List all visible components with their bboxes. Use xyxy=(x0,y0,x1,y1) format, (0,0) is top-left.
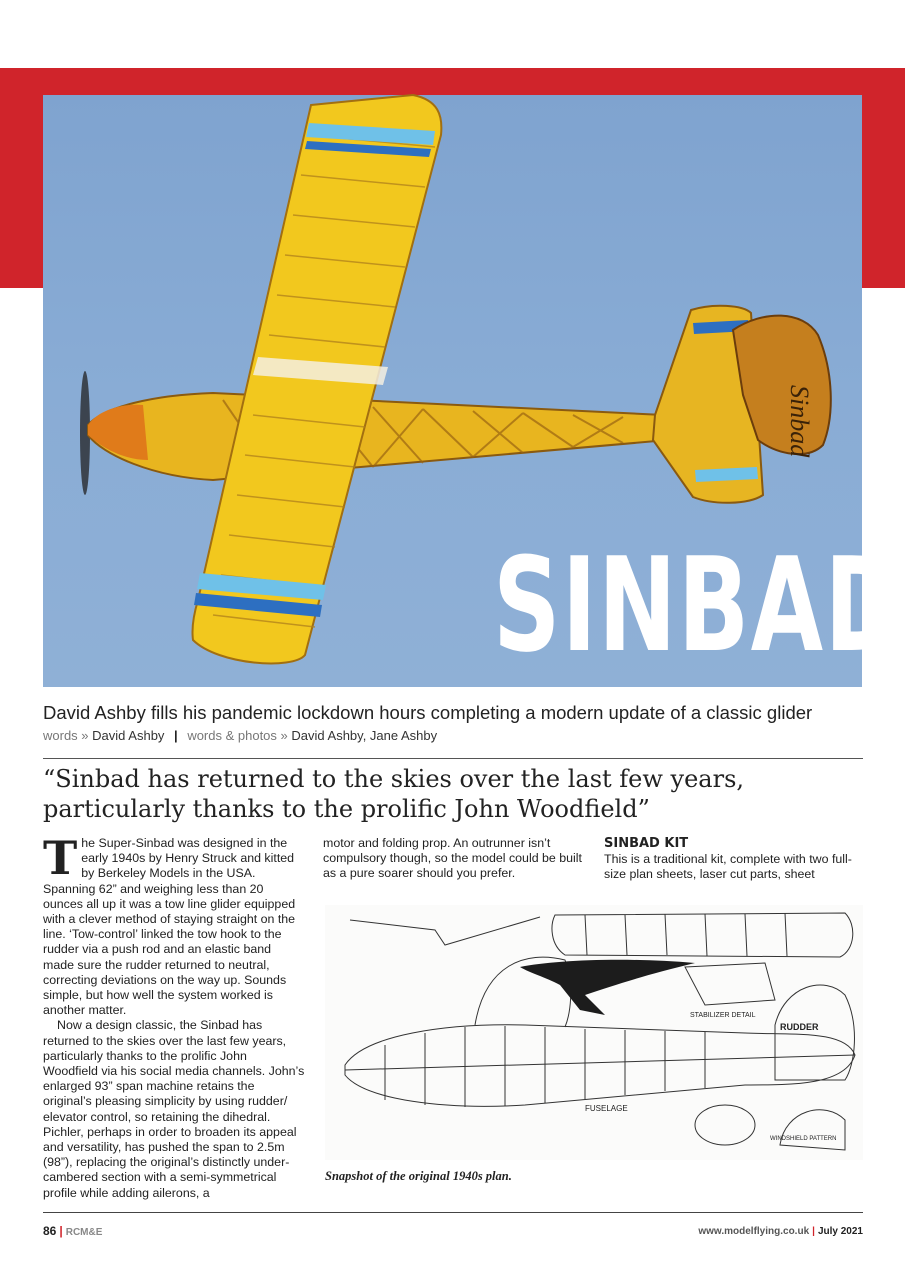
standfirst: David Ashby fills his pandemic lockdown hours completing a modern update of a classic glider xyxy=(43,702,813,723)
paragraph-2: Now a design classic, the Sinbad has returned to the skies over the last few years, particularly thanks to the prolific John Woodfield via his social media channels. John’s enlarged 93” span machine retains the original’s pleasing simplicity by using rudder/ elevator control, so retaining the dihedral. Pichler, perhaps in order to broaden its appeal and versatility, has pushed the span to 2.5m (98”), replacing the original’s distinctly under-cambered section with a semi-symmetrical profile while adding ailerons, a xyxy=(43,1018,305,1200)
fin-lettering: Sinbad xyxy=(785,385,814,458)
plan-3view xyxy=(350,917,540,945)
website: www.modelflying.co.uk xyxy=(698,1226,810,1237)
magazine-name: RCM&E xyxy=(65,1227,103,1238)
fuselage xyxy=(88,393,668,480)
drop-cap: T xyxy=(43,831,78,885)
plan-label-rudder: RUDDER xyxy=(780,1022,819,1032)
paragraph-3: motor and folding prop. An outrunner isn’t compulsory though, so the model could be built as a pure soarer should you prefer. xyxy=(323,836,582,881)
body-column-1 xyxy=(43,831,305,1201)
plan-label-windshield: WINDSHIELD PATTERN xyxy=(770,1136,837,1142)
words-label: words » xyxy=(43,728,89,743)
body-column-2 xyxy=(323,836,585,882)
footer-bar-right: | xyxy=(812,1226,815,1237)
paragraph-1-text: he Super-Sinbad was designed in the early 1940s by Henry Struck and kitted by Berkeley Models in the USA. Spanning 62” and weighing less than 20 ounces all up it was a tow line glider equipped with a clever method of staying straight on the line. ‘Tow-control’ linked the tow hook to the rudder via a push rod and an elastic band made sure the rudder returned to neutral, correcting deviations on the way up. Sounds simple, but how well the system worked is another matter. xyxy=(43,836,296,1018)
credits-separator: | xyxy=(174,728,178,743)
plan-caption: Snapshot of the original 1940s plan. xyxy=(325,1169,512,1183)
kit-heading: SINBAD KIT xyxy=(604,836,689,851)
divider-top xyxy=(43,758,863,759)
page-number: 86 xyxy=(43,1224,57,1238)
plan-label-stabilizer: STABILIZER DETAIL xyxy=(690,1012,756,1019)
plan-wing xyxy=(552,913,853,957)
plan-drawing xyxy=(325,905,863,1160)
plan-rudder xyxy=(775,985,854,1080)
plan-label-fuselage: FUSELAGE xyxy=(585,1104,628,1113)
divider-bottom xyxy=(43,1212,863,1213)
hero-photo xyxy=(43,95,904,687)
photos-label: words & photos » xyxy=(187,728,288,743)
words-author: David Ashby xyxy=(92,728,165,743)
footer-right xyxy=(698,1226,863,1237)
photos-authors: David Ashby, Jane Ashby xyxy=(291,728,438,743)
kit-box xyxy=(604,836,864,882)
plan-silhouette xyxy=(520,960,695,1015)
issue-date: July 2021 xyxy=(817,1226,863,1237)
paragraph-1 xyxy=(43,831,305,1018)
plan-sketch xyxy=(325,905,863,1160)
footer-bar-left: | xyxy=(59,1224,63,1238)
article-title: SINBAD xyxy=(493,529,904,681)
kit-text: This is a traditional kit, complete with two full-size plan sheets, laser cut parts, sheet xyxy=(604,852,852,882)
plan-fuselage xyxy=(345,1025,855,1106)
nose-cone xyxy=(88,405,148,460)
footer-left xyxy=(43,1224,102,1238)
plan-stabilizer xyxy=(685,963,775,1005)
pull-quote: “Sinbad has returned to the skies over the last few years, particularly thanks to the prolific John Woodfield” xyxy=(43,765,745,823)
credits-line xyxy=(43,728,437,743)
